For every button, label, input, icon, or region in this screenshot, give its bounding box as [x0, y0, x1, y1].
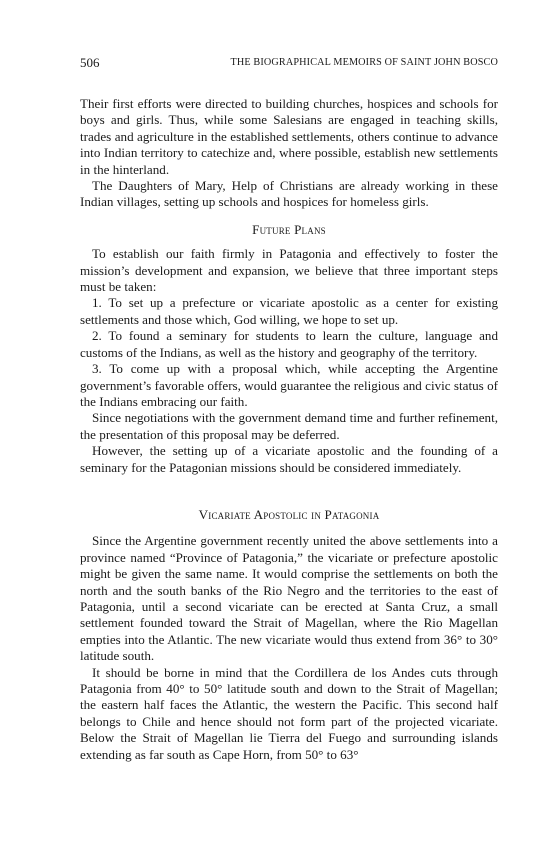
page-header [80, 55, 498, 73]
running-head: THE BIOGRAPHICAL MEMOIRS OF SAINT JOHN BOSCO [230, 57, 498, 68]
section-heading-future-plans: Future Plans [252, 221, 326, 237]
numbered-step-1: 1. To set up a prefecture or vicariate apostolic as a center for existing settlements and those which, God willing, we hope to set up. [80, 295, 498, 327]
page-number: 506 [80, 55, 100, 70]
numbered-step-2: 2. To found a seminary for students to learn the culture, language and customs of the Indians, as well as the history and geography of the territory. [80, 328, 498, 360]
body-paragraph: The Daughters of Mary, Help of Christians are already working in these Indian villages, setting up schools and hospices for homeless girls. [80, 178, 498, 210]
body-paragraph: Since negotiations with the government demand time and further refinement, the presentation of this proposal may be deferred. [80, 410, 498, 442]
body-paragraph: It should be borne in mind that the Cordillera de los Andes cuts through Patagonia from 40° to 50° latitude south and down to the Strait of Magellan; the eastern half faces the Atlantic, the western the Pacific. This second half belongs to Chile and hence should not form part of the projected vicariate. Below the Strait of Magellan lie Tierra del Fuego and surrounding islands extending as far south as Cape Horn, from 50° to 63° [80, 664, 498, 762]
book-page [80, 55, 498, 763]
body-paragraph: Since the Argentine government recently united the above settlements into a province named “Province of Patagonia,” the vicariate or prefecture apostolic might be given the same name. It would comprise the settlements on both the north and the south banks of the Rio Negro and the territories to the east of Patagonia, until a second vicariate can be erected at Santa Cruz, a small settlement founded toward the Strait of Magellan, where the Rio Magellan empties into the Atlantic. The new vicariate would thus extend from 36° to 30° latitude south. [80, 533, 498, 664]
section-heading-vicariate: Vicariate Apostolic in Patagonia [198, 506, 380, 522]
body-paragraph: However, the setting up of a vicariate apostolic and the founding of a seminary for the Patagonian missions should be considered immediately. [80, 443, 498, 475]
body-paragraph: Their first efforts were directed to building churches, hospices and schools for boys and girls. Thus, while some Salesians are engaged in teaching skills, trades and agriculture in the established settlements, others continue to advance into Indian territory to catechize and, where possible, establish new settlements in the hinterland. [80, 96, 498, 177]
numbered-step-3: 3. To come up with a proposal which, while accepting the Argentine government’s favorable offers, would guarantee the religious and civic status of the Indians embracing our faith. [80, 361, 498, 409]
body-paragraph: To establish our faith firmly in Patagonia and effectively to foster the mission’s development and expansion, we believe that three important steps must be taken: [80, 246, 498, 295]
page-body [80, 96, 498, 763]
